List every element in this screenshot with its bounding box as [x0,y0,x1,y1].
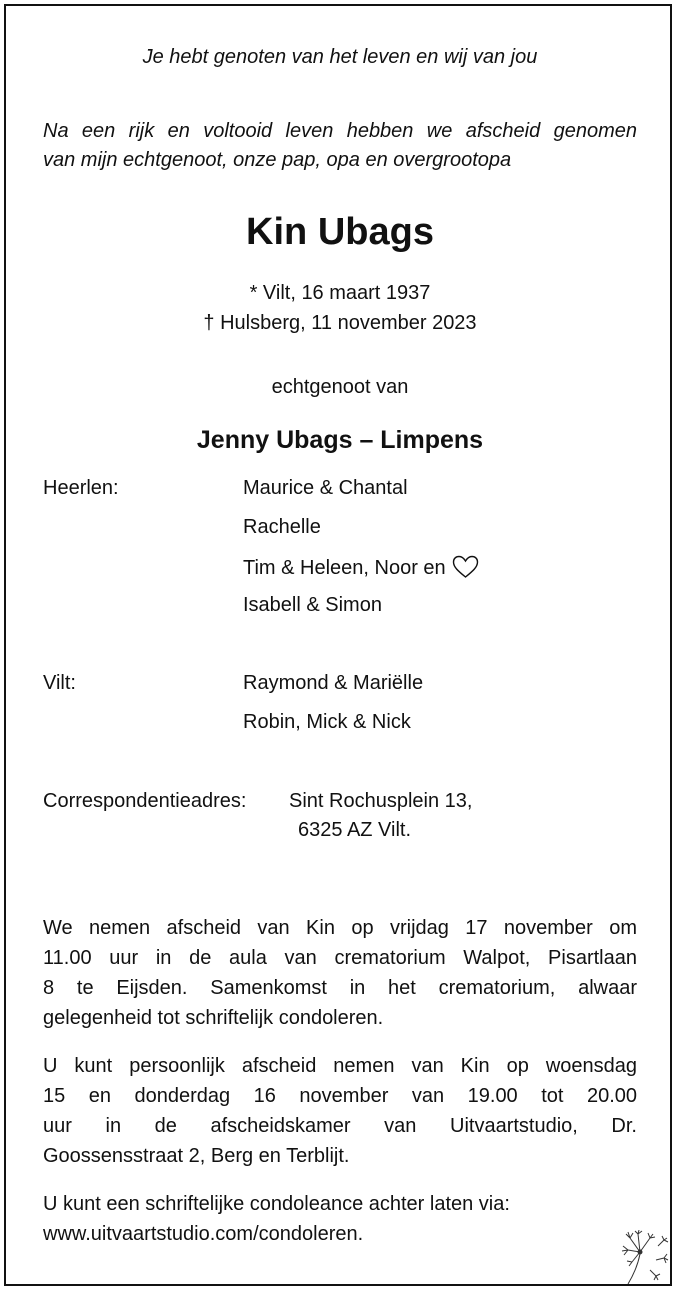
paragraph-line: gelegenheid tot schriftelijk condoleren. [43,1007,384,1029]
dandelion-logo-icon [620,1230,670,1291]
family-member-with-heart [243,555,479,585]
paragraph-line: 8 te Eijsden. Samenkomst in het crematorium, alwaar [43,977,637,999]
correspondence-city: 6325 AZ Vilt. [298,819,412,841]
condolence-paragraph [43,1189,637,1249]
death-date: † Hulsberg, 11 november 2023 [203,312,477,334]
paragraph-line: U kunt een schriftelijke condoleance achter laten via: [43,1193,510,1215]
birth-date: * Vilt, 16 maart 1937 [249,282,431,304]
heart-outline-icon [452,555,479,585]
family-member: Raymond & Mariëlle [243,672,424,694]
correspondence-street: Sint Rochusplein 13, [289,790,473,812]
family-member: Maurice & Chantal [243,477,408,499]
family-member: Isabell & Simon [243,594,382,616]
paragraph-line: uur in de afscheidskamer van Uitvaartstudio, Dr. [43,1115,637,1137]
visitation-paragraph [43,1051,637,1171]
condolence-url: www.uitvaartstudio.com/condoleren. [43,1223,364,1245]
paragraph-line: We nemen afscheid van Kin op vrijdag 17 november om [43,917,637,939]
intro-text [43,117,637,175]
family-member: Robin, Mick & Nick [243,711,411,733]
intro-line: Na een rijk en voltooid leven hebben we afscheid genomen [43,120,637,142]
spouse-name: Jenny Ubags – Limpens [196,426,484,454]
deceased-name: Kin Ubags [246,211,434,253]
family-place-vilt: Vilt: [43,672,76,694]
life-dates [6,278,674,338]
family-place-heerlen: Heerlen: [43,477,119,499]
spouse-label: echtgenoot van [271,376,409,398]
correspondence-label: Correspondentieadres: [43,790,247,812]
paragraph-line: 11.00 uur in de aula van crematorium Walpot, Pisartlaan [43,947,637,969]
paragraph-line: Goossensstraat 2, Berg en Terblijt. [43,1145,350,1167]
family-member: Tim & Heleen, Noor en [243,557,446,579]
paragraph-line: U kunt persoonlijk afscheid nemen van Kin op woensdag [43,1055,637,1077]
paragraph-line: 15 en donderdag 16 november van 19.00 tot 20.00 [43,1085,637,1107]
intro-line: van mijn echtgenoot, onze pap, opa en overgrootopa [43,149,512,171]
family-member: Rachelle [243,516,321,538]
obituary-card [4,4,672,1286]
ceremony-paragraph [43,913,637,1033]
motto: Je hebt genoten van het leven en wij van jou [142,46,538,68]
